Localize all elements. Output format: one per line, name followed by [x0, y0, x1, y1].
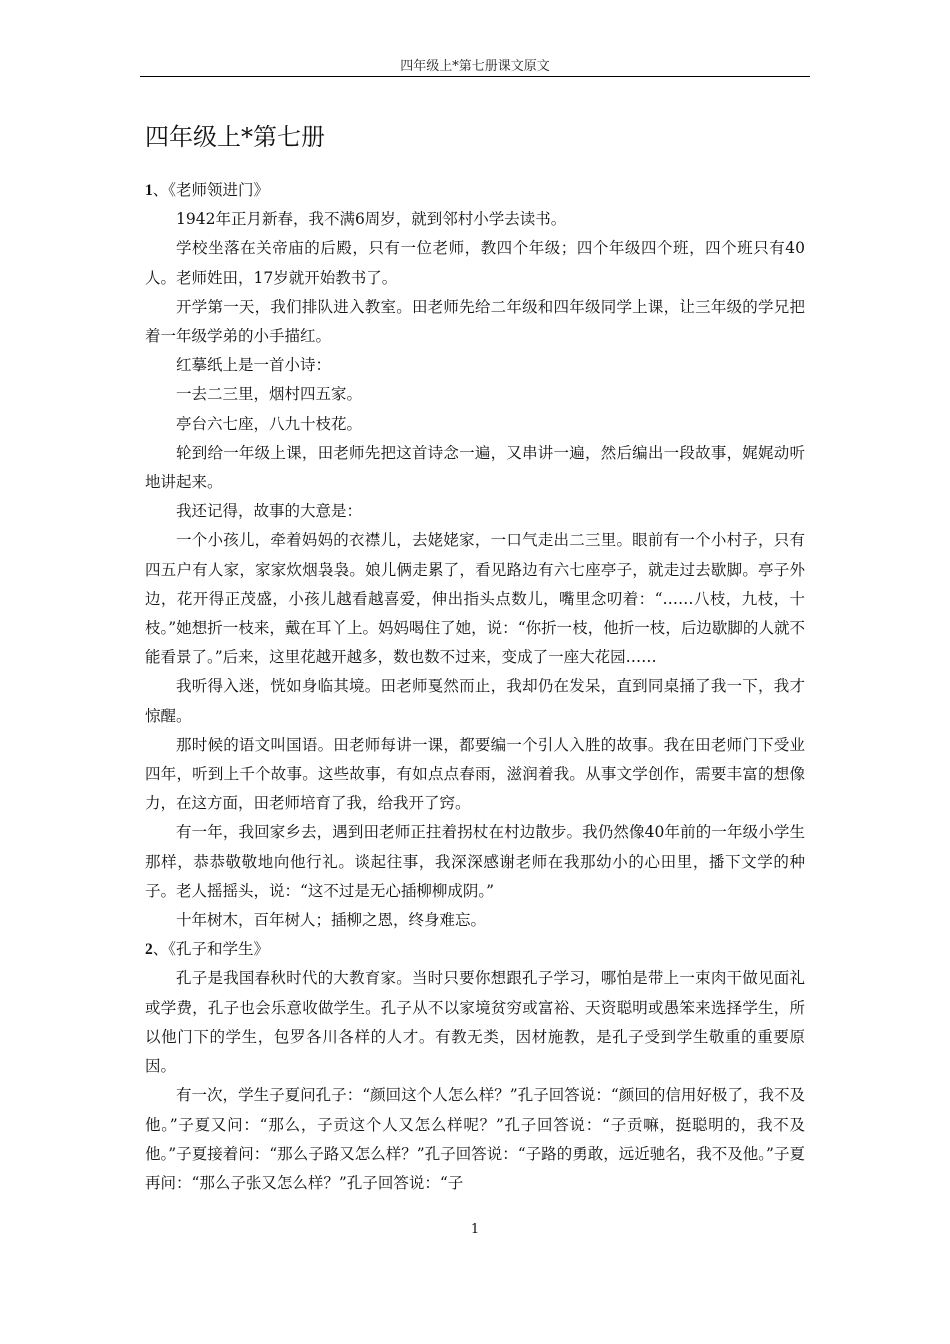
- poem-line: 一去二三里，烟村四五家。: [176, 385, 363, 404]
- paragraph: 孔子是我国春秋时代的大教育家。当时只要你想跟孔子学习，哪怕是带上一束肉干做见面礼或学费，孔子也会乐意收做学生。孔子从不以家境贫穷或富裕、天资聪明或愚笨来选择学生，所以他门下的学生，包罗各川各样的人才。有教无类，因材施教，是孔子受到学生敬重的重要原因。: [145, 969, 805, 1076]
- paragraph: 有一年，我回家乡去，遇到田老师正拄着拐杖在村边散步。我仍然像40年前的一年级小学生那样，恭恭敬敬地向他行礼。谈起往事，我深深感谢老师在我那幼小的心田里，播下文学的种子。老人摇摇头，说：“这不过是无心插柳柳成阴。”: [145, 823, 805, 900]
- header-divider: [140, 76, 810, 77]
- poem-line: 亭台六七座，八九十枝花。: [176, 414, 363, 433]
- paragraph: 那时候的语文叫国语。田老师每讲一课，都要编一个引人入胜的故事。我在田老师门下受业四年，听到上千个故事。这些故事，有如点点春雨，滋润着我。从事文学创作，需要丰富的想像力，在这方面，田老师培育了我，给我开了窍。: [145, 735, 805, 813]
- section-title: 、《老师领进门》: [152, 181, 270, 199]
- page-number: 1: [470, 1222, 480, 1237]
- paragraph: 开学第一天，我们排队进入教室。田老师先给二年级和四年级同学上课，让三年级的学兄把着一年级学弟的小手描红。: [145, 297, 805, 346]
- section-number: 1: [145, 182, 153, 199]
- paragraph: 有一次，学生子夏问孔子：“颜回这个人怎么样？”孔子回答说：“颜回的信用好极了，我不及他。”子夏又问：“那么，子贡这个人又怎么样呢？”孔子回答说：“子贡嘛，挺聪明的，我不及他。”子夏接着问：“那么子路又怎么样？”孔子回答说：“子路的勇敢，远近驰名，我不及他。”子夏再问：“那么子张又怎么样？”孔子回答说：“子: [145, 1086, 805, 1192]
- section-heading: [145, 935, 805, 964]
- section-heading: [145, 176, 805, 205]
- paragraph: 我听得入迷，恍如身临其境。田老师戛然而止，我却仍在发呆，直到同桌捅了我一下，我才惊醒。: [145, 677, 805, 725]
- section-2: [145, 935, 805, 1198]
- paragraph: 一个小孩儿，牵着妈妈的衣襟儿，去姥姥家，一口气走出二三里。眼前有一个小村子，只有四五户有人家，家家炊烟袅袅。娘儿俩走累了，看见路边有六七座亭子，就走过去歇脚。亭子外边，花开得正茂盛，小孩儿越看越喜爱，伸出指头点数儿，嘴里念叨着：“……八枝，九枝，十枝。”她想折一枝来，戴在耳丫上。妈妈喝住了她，说：“你折一枝，他折一枝，后边歇脚的人就不能看景了。”后来，这里花越开越多，数也数不过来，变成了一座大花园……: [145, 531, 805, 667]
- paragraph: 轮到给一年级上课，田老师先把这首诗念一遍，又串讲一遍，然后编出一段故事，娓娓动听地讲起来。: [145, 443, 805, 492]
- paragraph: 十年树木，百年树人；插柳之恩，终身难忘。: [176, 911, 487, 930]
- paragraph: 1942年正月新春，我不满6周岁，就到邻村小学去读书。: [176, 210, 567, 229]
- paragraph: 学校坐落在关帝庙的后殿，只有一位老师，教四个年级；四个年级四个班，四个班只有40人。老师姓田，17岁就开始教书了。: [145, 239, 805, 287]
- page-header: 四年级上*第七册课文原文: [400, 59, 550, 74]
- document-title: 四年级上*第七册: [145, 123, 325, 151]
- section-number: 2: [145, 941, 153, 959]
- section-1: [145, 176, 805, 935]
- section-title: 、《孔子和学生》: [152, 940, 270, 959]
- paragraph: 我还记得，故事的大意是：: [176, 502, 363, 521]
- document-body: [145, 176, 805, 1198]
- paragraph: 红摹纸上是一首小诗：: [176, 356, 332, 375]
